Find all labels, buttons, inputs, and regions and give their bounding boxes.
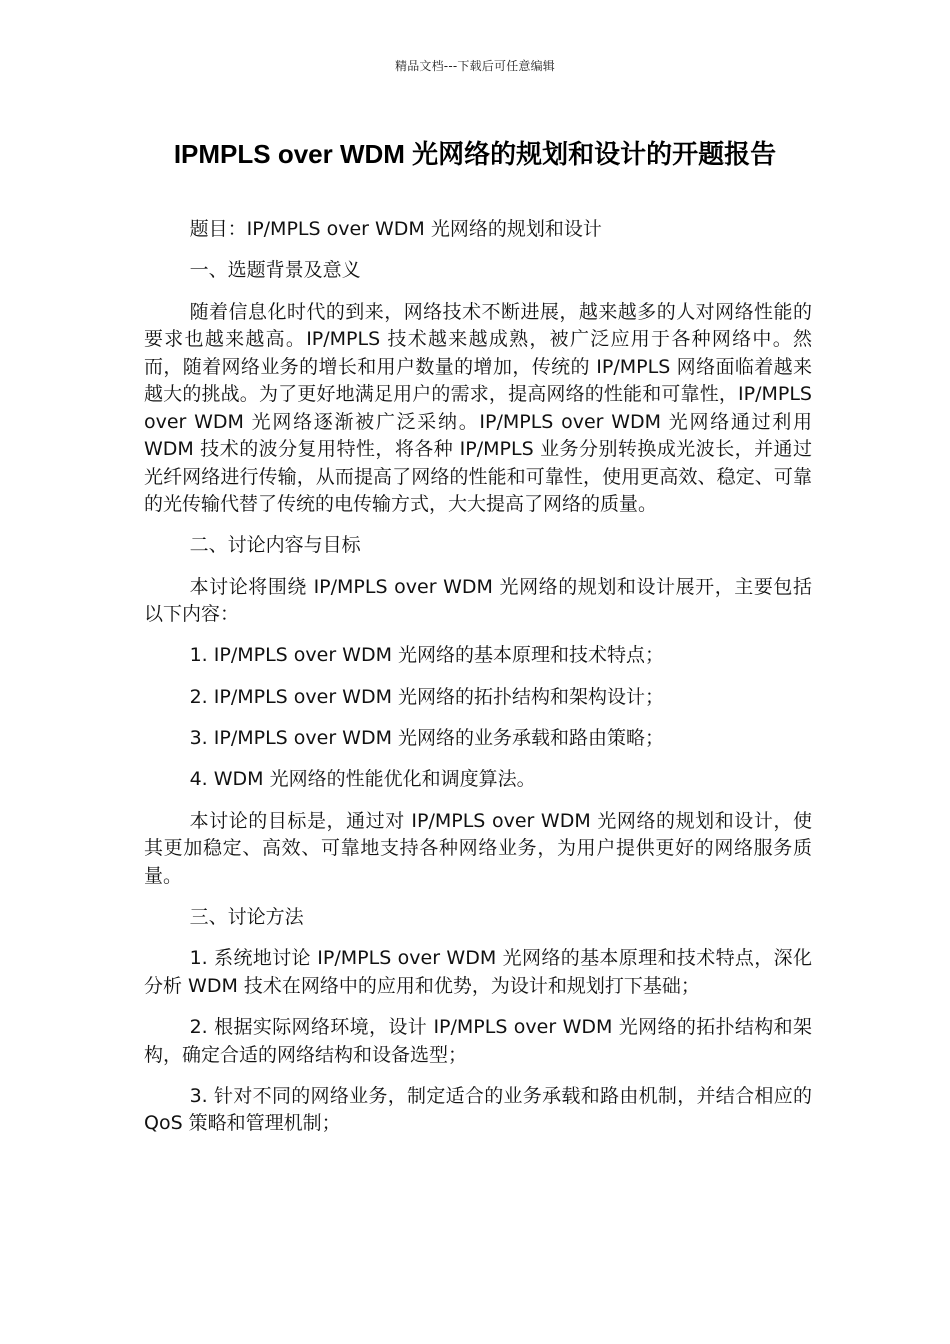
document-body	[144, 216, 812, 1152]
method-item-2: 2. 根据实际网络环境，设计 IP/MPLS over WDM 光网络的拓扑结构和架构，确定合适的网络结构和设备选型；	[144, 1016, 812, 1066]
content-intro-paragraph: 本讨论将围绕 IP/MPLS over WDM 光网络的规划和设计展开，主要包括以下内容：	[144, 575, 812, 626]
topic-line: 题目：IP/MPLS over WDM 光网络的规划和设计	[189, 218, 602, 240]
document-title: IPMPLS over WDM 光网络的规划和设计的开题报告	[173, 139, 777, 169]
content-list-item-1: 1. IP/MPLS over WDM 光网络的基本原理和技术特点；	[189, 644, 665, 667]
content-list-item-2: 2. IP/MPLS over WDM 光网络的拓扑结构和架构设计；	[189, 685, 665, 708]
method-item-1: 1. 系统地讨论 IP/MPLS over WDM 光网络的基本原理和技术特点，深化分析 WDM 技术在网络中的应用和优势，为设计和规划打下基础；	[144, 947, 812, 997]
content-list-item-4: 4. WDM 光网络的性能优化和调度算法。	[189, 768, 536, 791]
content-list-item-3: 3. IP/MPLS over WDM 光网络的业务承载和路由策略；	[189, 727, 665, 750]
section-heading-methods: 三、讨论方法	[189, 905, 304, 928]
section-heading-content-goals: 二、讨论内容与目标	[189, 534, 361, 557]
goal-paragraph: 本讨论的目标是，通过对 IP/MPLS over WDM 光网络的规划和设计，使其更加稳定、高效、可靠地支持各种网络业务，为用户提供更好的网络服务质量。	[144, 809, 812, 887]
header-note: 精品文档---下载后可任意编辑	[395, 59, 555, 73]
background-paragraph: 随着信息化时代的到来，网络技术不断进展，越来越多的人对网络性能的要求也越来越高。IP/MPLS 技术越来越成熟，被广泛应用于各种网络中。然而，随着网络业务的增长和用户数量的增加，传统的 IP/MPLS 网络面临着越来越大的挑战。为了更好地满足用户的需求，提高网络的性能和可靠性，IP/MPLS over WDM 光网络逐渐被广泛采纳。IP/MPLS over WDM 光网络通过利用 WDM 技术的波分复用特性，将各种 IP/MPLS 业务分别转换成光波长，并通过光纤网络进行传输，从而提高了网络的性能和可靠性，使用更高效、稳定、可靠的光传输代替了传统的电传输方式，大大提高了网络的质量。	[144, 300, 812, 516]
method-item-3: 3. 针对不同的网络业务，制定适合的业务承载和路由机制，并结合相应的 QoS 策略和管理机制；	[144, 1084, 812, 1135]
section-heading-background: 一、选题背景及意义	[189, 259, 361, 282]
